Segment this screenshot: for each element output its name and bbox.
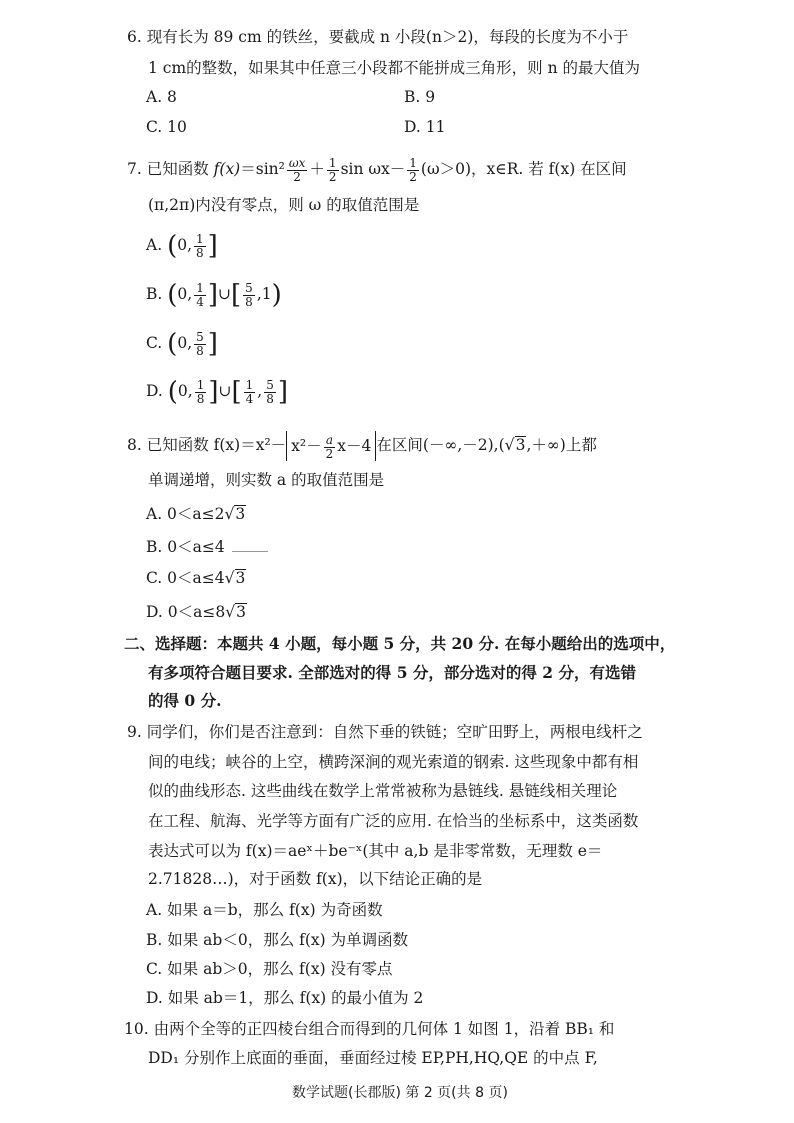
section2-heading-line1: 二、选择题：本题共 4 小题，每小题 5 分，共 20 分. 在每小题给出的选项中， bbox=[124, 634, 676, 653]
pencil-mark bbox=[232, 551, 268, 552]
interval-start: 0, bbox=[177, 382, 193, 400]
q8-option-d: D. 0＜a≤8√3 bbox=[146, 603, 246, 621]
q7-frac-wx-2: $\frac{\omega x}{2}$ bbox=[288, 155, 306, 184]
frac: $\frac{1}{8}$ bbox=[196, 231, 204, 260]
option-label: C. bbox=[146, 334, 163, 352]
q7-option-c: C. (0, $\frac{5}{8}$ ] bbox=[146, 329, 218, 359]
option-text: D. 0＜a≤8 bbox=[146, 603, 226, 621]
abs-part2: x－4 bbox=[337, 437, 372, 455]
interval-start: 0, bbox=[177, 334, 193, 352]
frac-a-2: $\frac{a}{2}$ bbox=[325, 432, 334, 461]
q6-line1: 6. 现有长为 89 cm 的铁丝，要截成 n 小段(n＞2)，每段的长度为不小于 bbox=[127, 28, 629, 46]
sqrt-radicand: 3 bbox=[515, 436, 526, 454]
q8-stem-line1: 8. 已知函数 f(x)＝x²－ x²－ $\frac{a}{2}$ x－4 在区间(－∞,－2),(√3,＋∞)上都 bbox=[127, 432, 597, 461]
frac: $\frac{5}{8}$ bbox=[266, 377, 274, 406]
option-label: A. bbox=[146, 236, 163, 254]
q8-stem-line2: 单调递增，则实数 a 的取值范围是 bbox=[148, 471, 385, 489]
page-footer: 数学试题(长郡版) 第 2 页(共 8 页) bbox=[292, 1085, 508, 1101]
q9-line5: 表达式可以为 f(x)＝aeˣ＋be⁻ˣ(其中 a,b 是非零常数，无理数 e＝ bbox=[148, 842, 603, 860]
q7-frac-1-2b: $\frac{1}{2}$ bbox=[409, 155, 417, 184]
q7-stem-tail: (ω＞0)，x∈R. 若 f(x) 在区间 bbox=[420, 160, 627, 178]
option-text: A. 0＜a≤2 bbox=[146, 505, 225, 523]
section2-heading-line3: 的得 0 分. bbox=[148, 691, 222, 710]
q8-interval-text: 在区间(－∞,－2),( bbox=[376, 436, 505, 454]
q8-option-b: B. 0＜a≤4 bbox=[146, 538, 225, 556]
q9-line1: 9. 同学们，你们是否注意到：自然下垂的铁链；空旷田野上，两根电线杆之 bbox=[127, 723, 643, 741]
q6-option-d: D. 11 bbox=[404, 118, 446, 136]
q9-option-d: D. 如果 ab＝1，那么 f(x) 的最小值为 2 bbox=[146, 989, 424, 1007]
frac: $\frac{5}{8}$ bbox=[196, 329, 204, 358]
q6-option-b: B. 9 bbox=[404, 88, 436, 106]
section2-heading-line2: 有多项符合题目要求. 全部选对的得 5 分，部分选对的得 2 分，有选错 bbox=[148, 663, 636, 682]
q7-option-d: D. (0, $\frac{1}{8}$ ]∪[ $\frac{1}{4}$ , $\frac{5}{8}$ ] bbox=[146, 377, 289, 407]
q6-line2: 1 cm的整数，如果其中任意三小段都不能拼成三角形，则 n 的最大值为 bbox=[148, 59, 641, 77]
frac: $\frac{5}{8}$ bbox=[245, 280, 253, 309]
q7-option-a: A. (0, $\frac{1}{8}$ ] bbox=[146, 231, 218, 261]
q9-line4: 在工程、航海、光学等方面有广泛的应用. 在恰当的坐标系中，这类函数 bbox=[148, 812, 639, 830]
q9-line6: 2.71828…)，对于函数 f(x)，以下结论正确的是 bbox=[148, 870, 483, 888]
q10-line1: 10. 由两个全等的正四棱台组合而得到的几何体 1 如图 1，沿着 BB₁ 和 bbox=[124, 1020, 615, 1038]
interval-end: ,1 bbox=[256, 285, 272, 303]
sqrt-radicand: 3 bbox=[235, 569, 246, 587]
union-symbol: ∪ bbox=[218, 285, 232, 303]
q7-stem-line1 bbox=[127, 154, 627, 184]
q9-line2: 间的电线；峡谷的上空，横跨深涧的观光索道的钢索. 这些现象中都有相 bbox=[148, 753, 639, 771]
q9-option-c: C. 如果 ab＞0，那么 f(x) 没有零点 bbox=[146, 960, 393, 978]
q7-sin-term: sin ωx－ bbox=[340, 160, 406, 178]
abs-part1: x²－ bbox=[291, 437, 322, 455]
union-symbol: ∪ bbox=[218, 382, 232, 400]
q9-line3: 似的曲线形态. 这些曲线在数学上常常被称为悬链线. 悬链线相关理论 bbox=[148, 782, 618, 800]
q8-stem-prefix: 8. 已知函数 f(x)＝x²－ bbox=[127, 436, 287, 454]
q8-abs-expression bbox=[286, 431, 376, 461]
q7-fx: f(x) bbox=[213, 160, 241, 178]
q6-option-a: A. 8 bbox=[146, 88, 177, 106]
q7-frac-1-2a: $\frac{1}{2}$ bbox=[328, 155, 337, 184]
q10-line2: DD₁ 分别作上底面的垂面，垂面经过棱 EP,PH,HQ,QE 的中点 F, bbox=[148, 1049, 598, 1067]
interval-start: 0, bbox=[177, 285, 193, 303]
frac: $\frac{1}{4}$ bbox=[245, 377, 254, 406]
comma: , bbox=[257, 382, 263, 400]
q8-option-a: A. 0＜a≤2√3 bbox=[146, 505, 246, 523]
q9-option-b: B. 如果 ab＜0，那么 f(x) 为单调函数 bbox=[146, 931, 409, 949]
q8-option-c: C. 0＜a≤4√3 bbox=[146, 569, 246, 587]
q7-option-b: B. (0, $\frac{1}{4}$ ]∪[ $\frac{5}{8}$ ,1) bbox=[146, 280, 282, 310]
q7-plus: ＋ bbox=[309, 160, 325, 178]
q7-stem-line2: (π,2π)内没有零点，则 ω 的取值范围是 bbox=[148, 196, 420, 214]
q8-stem-tail: ,＋∞)上都 bbox=[526, 436, 597, 454]
q7-stem-prefix: 7. 已知函数 bbox=[127, 160, 214, 178]
frac: $\frac{1}{8}$ bbox=[196, 377, 205, 406]
option-label: D. bbox=[146, 382, 163, 400]
sqrt-radicand: 3 bbox=[235, 505, 246, 523]
option-label: B. bbox=[146, 285, 163, 303]
frac: $\frac{1}{4}$ bbox=[196, 280, 204, 309]
interval-start: 0, bbox=[177, 236, 193, 254]
sqrt-radicand: 3 bbox=[236, 603, 246, 621]
q9-option-a: A. 如果 a＝b，那么 f(x) 为奇函数 bbox=[146, 901, 383, 919]
q7-eq: ＝sin² bbox=[240, 160, 285, 178]
q6-option-c: C. 10 bbox=[146, 118, 187, 136]
option-text: C. 0＜a≤4 bbox=[146, 569, 225, 587]
